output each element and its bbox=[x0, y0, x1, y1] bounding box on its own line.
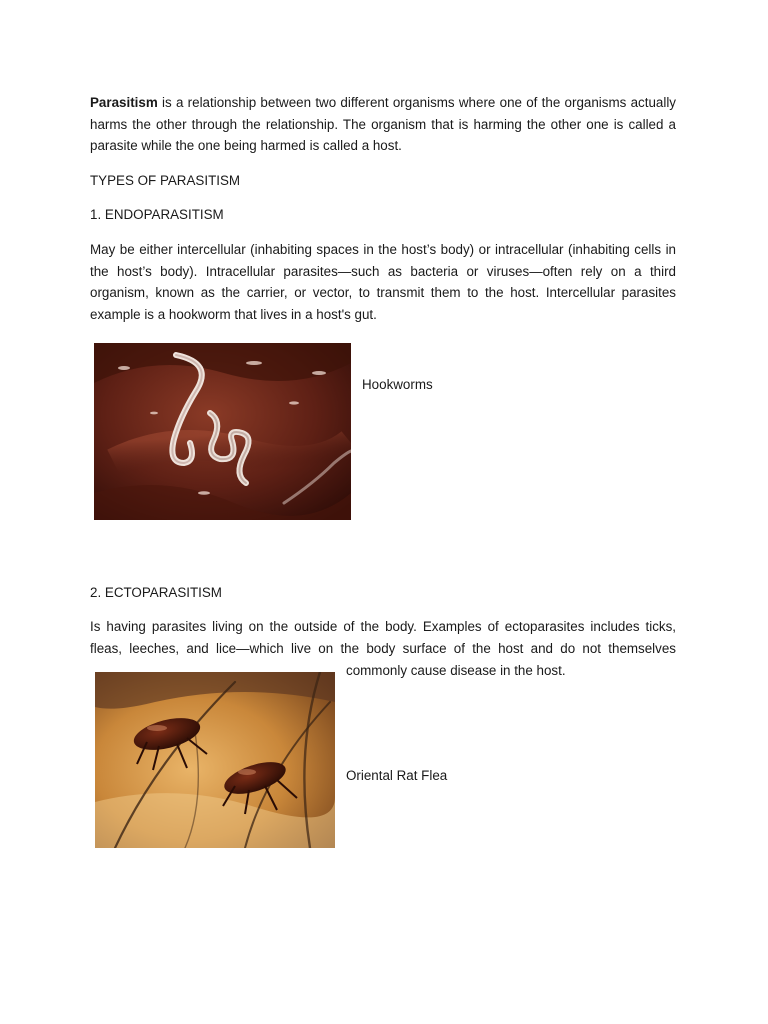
ectoparasitism-paragraph-line-2: fleas, leeches, and lice—which live on the body surface of the host and do not themselves bbox=[90, 641, 676, 656]
ectoparasitism-heading: 2. ECTOPARASITISM bbox=[90, 585, 222, 600]
endoparasitism-paragraph: May be either intercellular (inhabiting spaces in the host’s body) or intracellular (inhabiting cells in the host’s body). Intracellular parasites—such as bacteria or viruses—often rely on a third organism, known as the carrier, or vector, to transmit them to the host. Intercellular parasites example is a hookworm that lives in a host's gut. bbox=[90, 242, 676, 322]
intro-paragraph bbox=[90, 92, 676, 157]
ectoparasitism-paragraph-line-1: Is having parasites living on the outside of the body. Examples of ectoparasites includes ticks, bbox=[90, 619, 676, 634]
endoparasitism-heading: 1. ENDOPARASITISM bbox=[90, 207, 224, 222]
hookworm-photo bbox=[94, 343, 351, 520]
ectoparasitism-paragraph-tail: commonly cause disease in the host. bbox=[346, 663, 566, 678]
flea-caption: Oriental Rat Flea bbox=[346, 768, 448, 783]
intro-text: is a relationship between two different organisms where one of the organisms actually harms the other through the relationship. The organism that is harming the other one is called a parasite while the one being harmed is called a host. bbox=[90, 95, 676, 154]
parasitism-term: Parasitism bbox=[90, 95, 158, 110]
hookworm-caption: Hookworms bbox=[362, 377, 433, 392]
types-heading: TYPES OF PARASITISM bbox=[90, 173, 241, 188]
flea-photo bbox=[95, 672, 335, 848]
